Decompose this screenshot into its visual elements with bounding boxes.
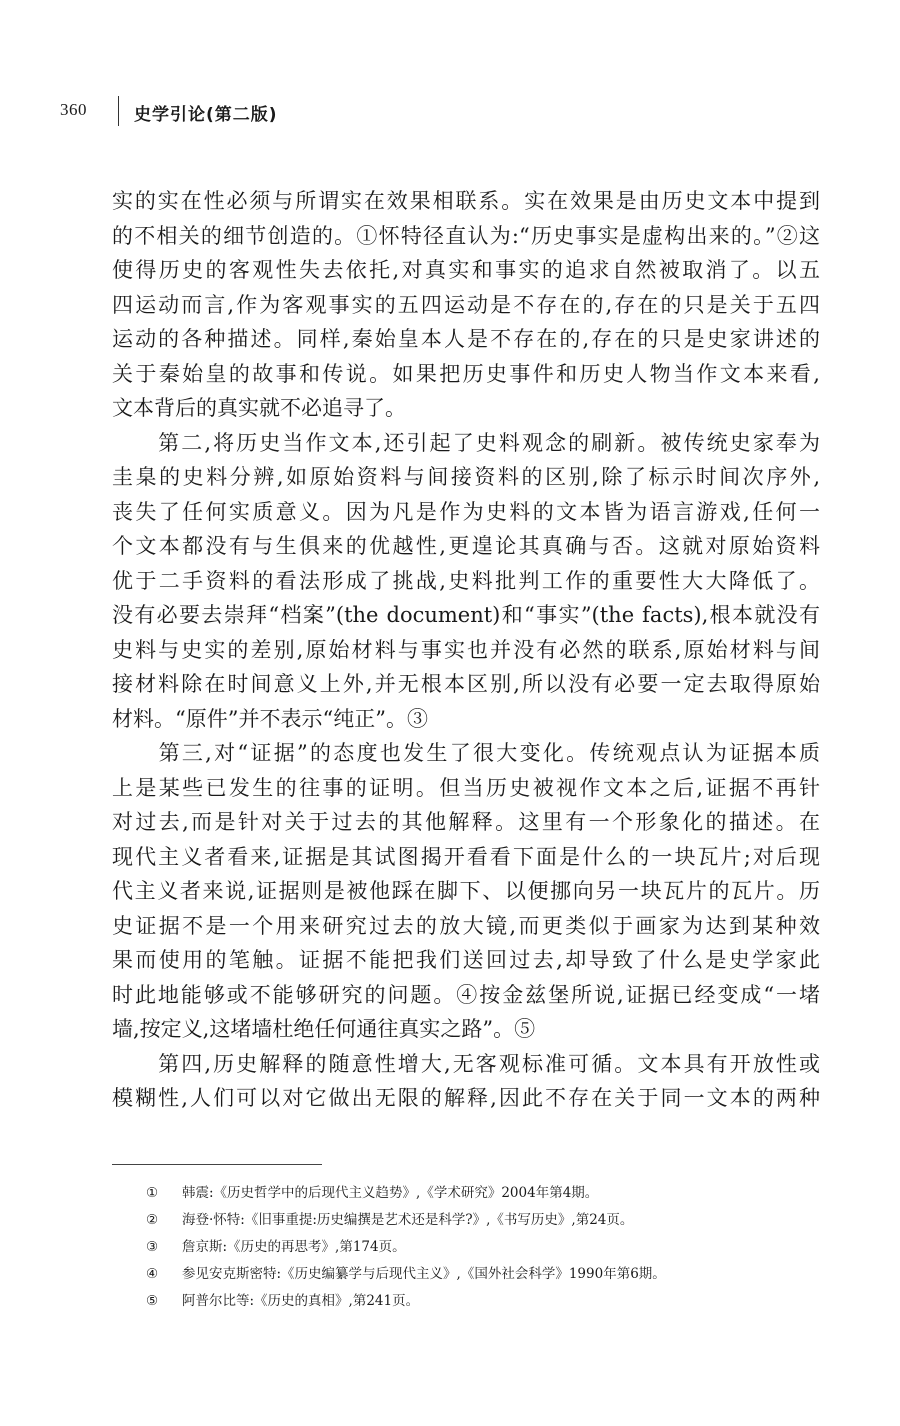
text-line: 实的实在性必须与所谓实在效果相联系。实在效果是由历史文本中提到 xyxy=(112,189,820,213)
text-line: 第四,历史解释的随意性增大,无客观标准可循。文本具有开放性或 xyxy=(112,1051,820,1076)
text-line: 第二,将历史当作文本,还引起了史料观念的刷新。被传统史家奉为 xyxy=(112,430,820,455)
text-line: 上是某些已发生的往事的证明。但当历史被视作文本之后,证据不再针 xyxy=(112,775,820,800)
footnote-text: 阿普尔比等:《历史的真相》,第241页。 xyxy=(182,1293,420,1309)
footnote-mark: ③ xyxy=(146,1239,159,1255)
text-line: 丧失了任何实质意义。因为凡是作为史料的文本皆为语言游戏,任何一 xyxy=(112,499,820,524)
text-line: 模糊性,人们可以对它做出无限的解释,因此不存在关于同一文本的两种 xyxy=(112,1086,820,1110)
running-header xyxy=(0,96,900,132)
text-line: 代主义者来说,证据则是被他踩在脚下、以便挪向另一块瓦片的瓦片。历 xyxy=(112,879,820,903)
text-line: 墙,按定义,这堵墙杜绝任何通往真实之路”。⑤ xyxy=(112,1017,536,1041)
text-line: 四运动而言,作为客观事实的五四运动是不存在的,存在的只是关于五四 xyxy=(112,292,820,317)
footnote-divider xyxy=(112,1164,322,1165)
footnote xyxy=(146,1180,826,1207)
text-line: 对过去,而是针对关于过去的其他解释。这里有一个形象化的描述。在 xyxy=(112,810,820,834)
text-line: 优于二手资料的看法形成了挑战,史料批判工作的重要性大大降低了。 xyxy=(112,568,820,593)
text-line: 史料与史实的差别,原始材料与事实也并没有必然的联系,原始材料与间 xyxy=(112,637,820,662)
footnote-text: 韩震:《历史哲学中的后现代主义趋势》,《学术研究》2004年第4期。 xyxy=(182,1185,599,1201)
text-line: 现代主义者看来,证据是其试图揭开看看下面是什么的一块瓦片;对后现 xyxy=(112,844,820,869)
text-line: 没有必要去崇拜“档案”(the document)和“事实”(the facts),根本就没有 xyxy=(112,603,820,627)
text-line: 史证据不是一个用来研究过去的放大镜,而更类似于画家为达到某种效 xyxy=(112,913,820,938)
book-title: 史学引论(第二版) xyxy=(134,105,278,125)
footnote-mark: ④ xyxy=(146,1266,159,1282)
text-line: 材料。“原件”并不表示“纯正”。③ xyxy=(112,706,428,731)
text-line: 的不相关的细节创造的。①怀特径直认为:“历史事实是虚构出来的。”②这 xyxy=(112,223,820,248)
text-line: 个文本都没有与生俱来的优越性,更遑论其真确与否。这就对原始资料 xyxy=(112,534,820,558)
footnote xyxy=(146,1207,826,1234)
footnote-mark: ② xyxy=(146,1212,159,1228)
footnote-text: 参见安克斯密特:《历史编纂学与后现代主义》,《国外社会科学》1990年第6期。 xyxy=(182,1266,666,1282)
footnote xyxy=(146,1234,826,1261)
text-line: 果而使用的笔触。证据不能把我们送回过去,却导致了什么是史学家此 xyxy=(112,948,820,972)
text-line: 使得历史的客观性失去依托,对真实和事实的追求自然被取消了。以五 xyxy=(112,258,820,282)
footnote-text: 海登·怀特:《旧事重提:历史编撰是艺术还是科学?》,《书写历史》,第24页。 xyxy=(182,1212,634,1228)
text-line: 接材料除在时间意义上外,并无根本区别,所以没有必要一定去取得原始 xyxy=(112,672,820,696)
footnote xyxy=(146,1288,826,1315)
header-divider xyxy=(118,96,119,126)
text-line: 圭臬的史料分辨,如原始资料与间接资料的区别,除了标示时间次序外, xyxy=(112,465,820,489)
footnote-mark: ① xyxy=(146,1185,159,1201)
text-line: 关于秦始皇的故事和传说。如果把历史事件和历史人物当作文本来看, xyxy=(112,361,820,386)
text-line: 第三,对“证据”的态度也发生了很大变化。传统观点认为证据本质 xyxy=(112,741,820,765)
text-line: 时此地能够或不能够研究的问题。④按金兹堡所说,证据已经变成“一堵 xyxy=(112,982,820,1007)
footnote-mark: ⑤ xyxy=(146,1293,159,1309)
footnote-text: 詹京斯:《历史的再思考》,第174页。 xyxy=(182,1239,406,1255)
footnotes xyxy=(146,1180,826,1315)
footnote xyxy=(146,1261,826,1288)
page-number: 360 xyxy=(60,100,87,119)
text-line: 文本背后的真实就不必追寻了。 xyxy=(112,396,406,420)
main-text xyxy=(112,184,820,1116)
text-line: 运动的各种描述。同样,秦始皇本人是不存在的,存在的只是史家讲述的 xyxy=(112,327,820,351)
